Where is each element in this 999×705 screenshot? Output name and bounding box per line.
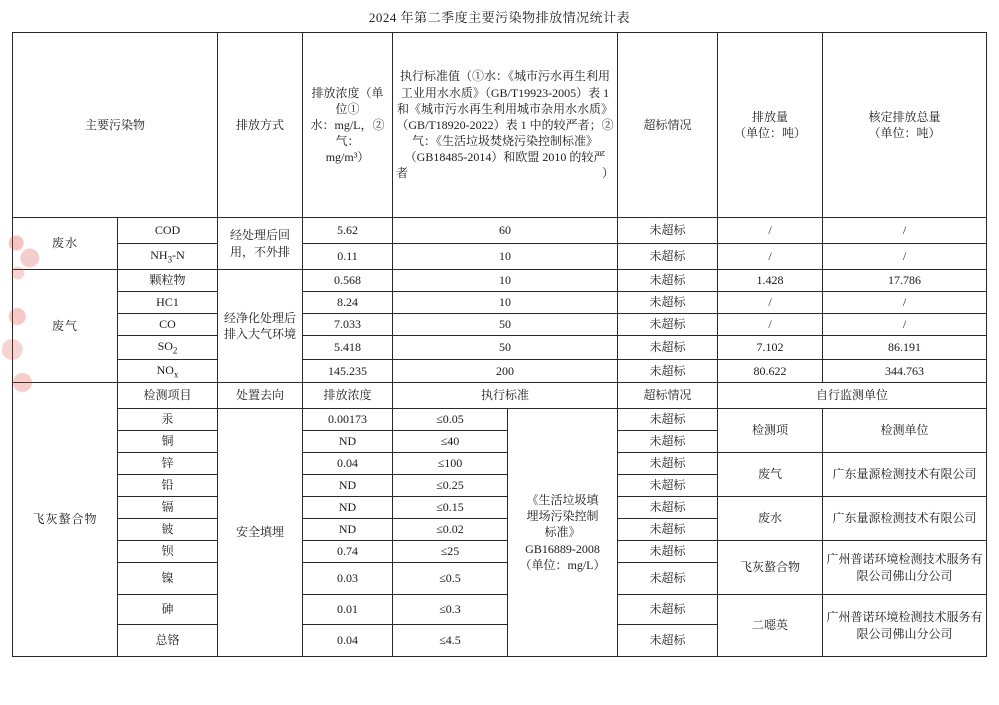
monitor-item: 飞灰螯合物	[718, 541, 823, 595]
fly-ash-standard-line-2: 埋场污染控制	[526, 509, 599, 524]
pollutant-standard: 200	[393, 359, 618, 383]
subheader-concentration: 排放浓度	[303, 383, 393, 409]
wastewater-discharge-method: 经处理后回用，不外排	[218, 218, 303, 270]
pollutant-amount: 7.102	[718, 336, 823, 360]
header-emission-amount-line-1: 排放量	[751, 109, 788, 124]
pollutant-amount: /	[718, 292, 823, 314]
pollutant-name: 铜	[117, 431, 217, 453]
pollutant-name-subscript: 2	[172, 345, 178, 356]
pollutant-standard: ≤0.02	[393, 519, 508, 541]
pollutant-name-base: NH	[150, 248, 168, 263]
pollutant-name: 砷	[117, 595, 217, 625]
fly-ash-standard-line-5: （单位：mg/L）	[519, 557, 606, 572]
pollutant-name-base: SO	[157, 339, 173, 353]
pollutant-name: 镍	[117, 563, 217, 595]
waste-gas-discharge-method: 经净化处理后排入大气环境	[218, 270, 303, 383]
monitor-item: 废水	[718, 497, 823, 541]
pollutant-name-tail: -N	[172, 248, 185, 263]
header-pollutant: 主要污染物	[12, 33, 217, 218]
pollutant-exceed: 未超标	[618, 409, 718, 431]
pollutant-exceed: 未超标	[618, 475, 718, 497]
pollutant-name-subscript: x	[173, 368, 179, 379]
pollutant-concentration: 0.00173	[303, 409, 393, 431]
pollutant-name: 铅	[117, 475, 217, 497]
pollutant-standard: 50	[393, 336, 618, 360]
monitor-item: 废气	[718, 453, 823, 497]
page-title: 2024 年第二季度主要污染物排放情况统计表	[368, 10, 631, 25]
pollutant-exceed: 未超标	[618, 314, 718, 336]
pollutant-exceed: 未超标	[618, 625, 718, 657]
section-label-fly-ash: 飞灰螯合物	[12, 383, 117, 657]
pollutant-name	[117, 359, 217, 383]
pollutant-name: COD	[117, 218, 217, 244]
pollutant-name: 汞	[117, 409, 217, 431]
table-row	[12, 409, 986, 431]
pollutant-concentration: 0.01	[303, 595, 393, 625]
header-concentration	[303, 33, 393, 218]
table-row	[12, 497, 986, 519]
table-row	[12, 453, 986, 475]
fly-ash-disposal: 安全填埋	[218, 409, 303, 657]
pollutant-standard: ≤0.05	[393, 409, 508, 431]
header-concentration-line-1: 排放浓度（单位①	[311, 85, 384, 116]
pollutant-standard: 10	[393, 292, 618, 314]
pollutant-standard: ≤100	[393, 453, 508, 475]
pollutant-approved: 344.763	[823, 359, 987, 383]
pollutant-concentration: ND	[303, 475, 393, 497]
table-row	[12, 595, 986, 625]
pollutant-name: 颗粒物	[117, 270, 217, 292]
pollutant-exceed: 未超标	[618, 497, 718, 519]
pollutant-amount: 1.428	[718, 270, 823, 292]
pollutant-name-base: NO	[156, 362, 174, 377]
subheader-standard: 执行标准	[393, 383, 618, 409]
pollutant-name: 锌	[117, 453, 217, 475]
pollutant-standard: 10	[393, 244, 618, 270]
pollutant-standard: ≤0.15	[393, 497, 508, 519]
pollutant-name: CO	[117, 314, 217, 336]
pollutant-concentration: 0.568	[303, 270, 393, 292]
pollutant-concentration: 0.03	[303, 563, 393, 595]
pollutant-exceed: 未超标	[618, 292, 718, 314]
pollutant-amount: /	[718, 314, 823, 336]
pollutant-standard: 60	[393, 218, 618, 244]
header-approved-total-line-1: 核定排放总量	[868, 109, 941, 124]
header-discharge-method: 排放方式	[218, 33, 303, 218]
table-row	[12, 336, 986, 360]
table-row	[12, 359, 986, 383]
pollutant-standard: ≤0.5	[393, 563, 508, 595]
pollutant-concentration: 0.11	[303, 244, 393, 270]
header-emission-amount-line-2: （单位：吨）	[733, 126, 806, 140]
fly-ash-subheader-row	[12, 383, 986, 409]
subheader-item: 检测项目	[117, 383, 217, 409]
pollutant-approved: /	[823, 292, 987, 314]
pollutant-exceed: 未超标	[618, 519, 718, 541]
pollutant-concentration: ND	[303, 431, 393, 453]
pollutant-approved: 86.191	[823, 336, 987, 360]
monitor-unit: 广东量源检测技术有限公司	[823, 453, 987, 497]
subheader-exceed: 超标情况	[618, 383, 718, 409]
pollutant-approved: /	[823, 244, 987, 270]
pollutant-name: 镉	[117, 497, 217, 519]
pollutant-exceed: 未超标	[618, 541, 718, 563]
table-header-row	[12, 33, 986, 218]
pollutant-exceed: 未超标	[618, 359, 718, 383]
header-standard-value: 执行标准值（①水：《城市污水再生利用 工业用水水质》（GB/T19923-2005）表 1 和《城市污水再生利用城市杂用水水质》（GB/T18920-2022）表 1 中的较严者；②气：《生活垃圾焚烧污染控制标准》（GB18485-2014）和欧盟 2010 的较严者）	[393, 33, 618, 218]
pollutant-exceed: 未超标	[618, 595, 718, 625]
monitor-unit: 广州普诺环境检测技术服务有限公司佛山分公司	[823, 541, 987, 595]
pollutant-concentration: 7.033	[303, 314, 393, 336]
monitor-unit: 广州普诺环境检测技术服务有限公司佛山分公司	[823, 595, 987, 657]
pollutant-exceed: 未超标	[618, 453, 718, 475]
pollutant-concentration: ND	[303, 519, 393, 541]
pollutant-concentration: 0.74	[303, 541, 393, 563]
pollutant-exceed: 未超标	[618, 563, 718, 595]
pollutant-exceed: 未超标	[618, 336, 718, 360]
table-row	[12, 292, 986, 314]
header-approved-total	[823, 33, 987, 218]
fly-ash-standard-reference	[508, 409, 618, 657]
pollutant-concentration: 0.04	[303, 453, 393, 475]
subheader-disposal: 处置去向	[218, 383, 303, 409]
fly-ash-standard-line-3: 标准》	[544, 525, 581, 540]
pollutant-standard: ≤40	[393, 431, 508, 453]
pollutant-standard: ≤4.5	[393, 625, 508, 657]
pollutant-amount: 80.622	[718, 359, 823, 383]
pollutant-exceed: 未超标	[618, 218, 718, 244]
pollutant-approved: 17.786	[823, 270, 987, 292]
pollutant-name: 钡	[117, 541, 217, 563]
pollutant-name	[117, 244, 217, 270]
pollutant-name-subscript: 3	[167, 254, 173, 265]
pollutant-approved: /	[823, 218, 987, 244]
monitor-unit: 广东量源检测技术有限公司	[823, 497, 987, 541]
monitor-col-item-header: 检测项	[718, 409, 823, 453]
pollutant-emission-table	[12, 32, 987, 657]
section-label-wastewater: 废水	[12, 218, 117, 270]
monitor-item: 二噁英	[718, 595, 823, 657]
monitor-col-unit-header: 检测单位	[823, 409, 987, 453]
pollutant-concentration: 0.04	[303, 625, 393, 657]
pollutant-name: 铍	[117, 519, 217, 541]
pollutant-concentration: ND	[303, 497, 393, 519]
pollutant-exceed: 未超标	[618, 431, 718, 453]
header-approved-total-line-2: （单位：吨）	[868, 126, 941, 140]
pollutant-concentration: 5.418	[303, 336, 393, 360]
pollutant-amount: /	[718, 218, 823, 244]
section-label-waste-gas: 废气	[12, 270, 117, 383]
table-row	[12, 244, 986, 270]
fly-ash-standard-line-1: 《生活垃圾填	[526, 493, 599, 508]
table-row	[12, 541, 986, 563]
pollutant-name	[117, 336, 217, 360]
subheader-self-monitor: 自行监测单位	[718, 383, 987, 409]
pollutant-concentration: 5.62	[303, 218, 393, 244]
pollutant-concentration: 145.235	[303, 359, 393, 383]
pollutant-name: HC1	[117, 292, 217, 314]
table-row	[12, 218, 986, 244]
pollutant-exceed: 未超标	[618, 270, 718, 292]
header-concentration-line-2: 水：mg/L，②气：	[310, 117, 385, 149]
pollutant-standard: 10	[393, 270, 618, 292]
header-concentration-line-3: mg/m³）	[325, 150, 370, 165]
fly-ash-standard-line-4: GB16889-2008	[525, 541, 600, 556]
pollutant-standard: ≤25	[393, 541, 508, 563]
header-emission-amount	[718, 33, 823, 218]
header-exceed-status: 超标情况	[618, 33, 718, 218]
pollutant-standard: ≤0.25	[393, 475, 508, 497]
pollutant-name: 总铬	[117, 625, 217, 657]
pollutant-approved: /	[823, 314, 987, 336]
pollutant-standard: 50	[393, 314, 618, 336]
pollutant-standard: ≤0.3	[393, 595, 508, 625]
pollutant-amount: /	[718, 244, 823, 270]
table-row	[12, 314, 986, 336]
pollutant-concentration: 8.24	[303, 292, 393, 314]
table-row	[12, 270, 986, 292]
pollutant-exceed: 未超标	[618, 244, 718, 270]
